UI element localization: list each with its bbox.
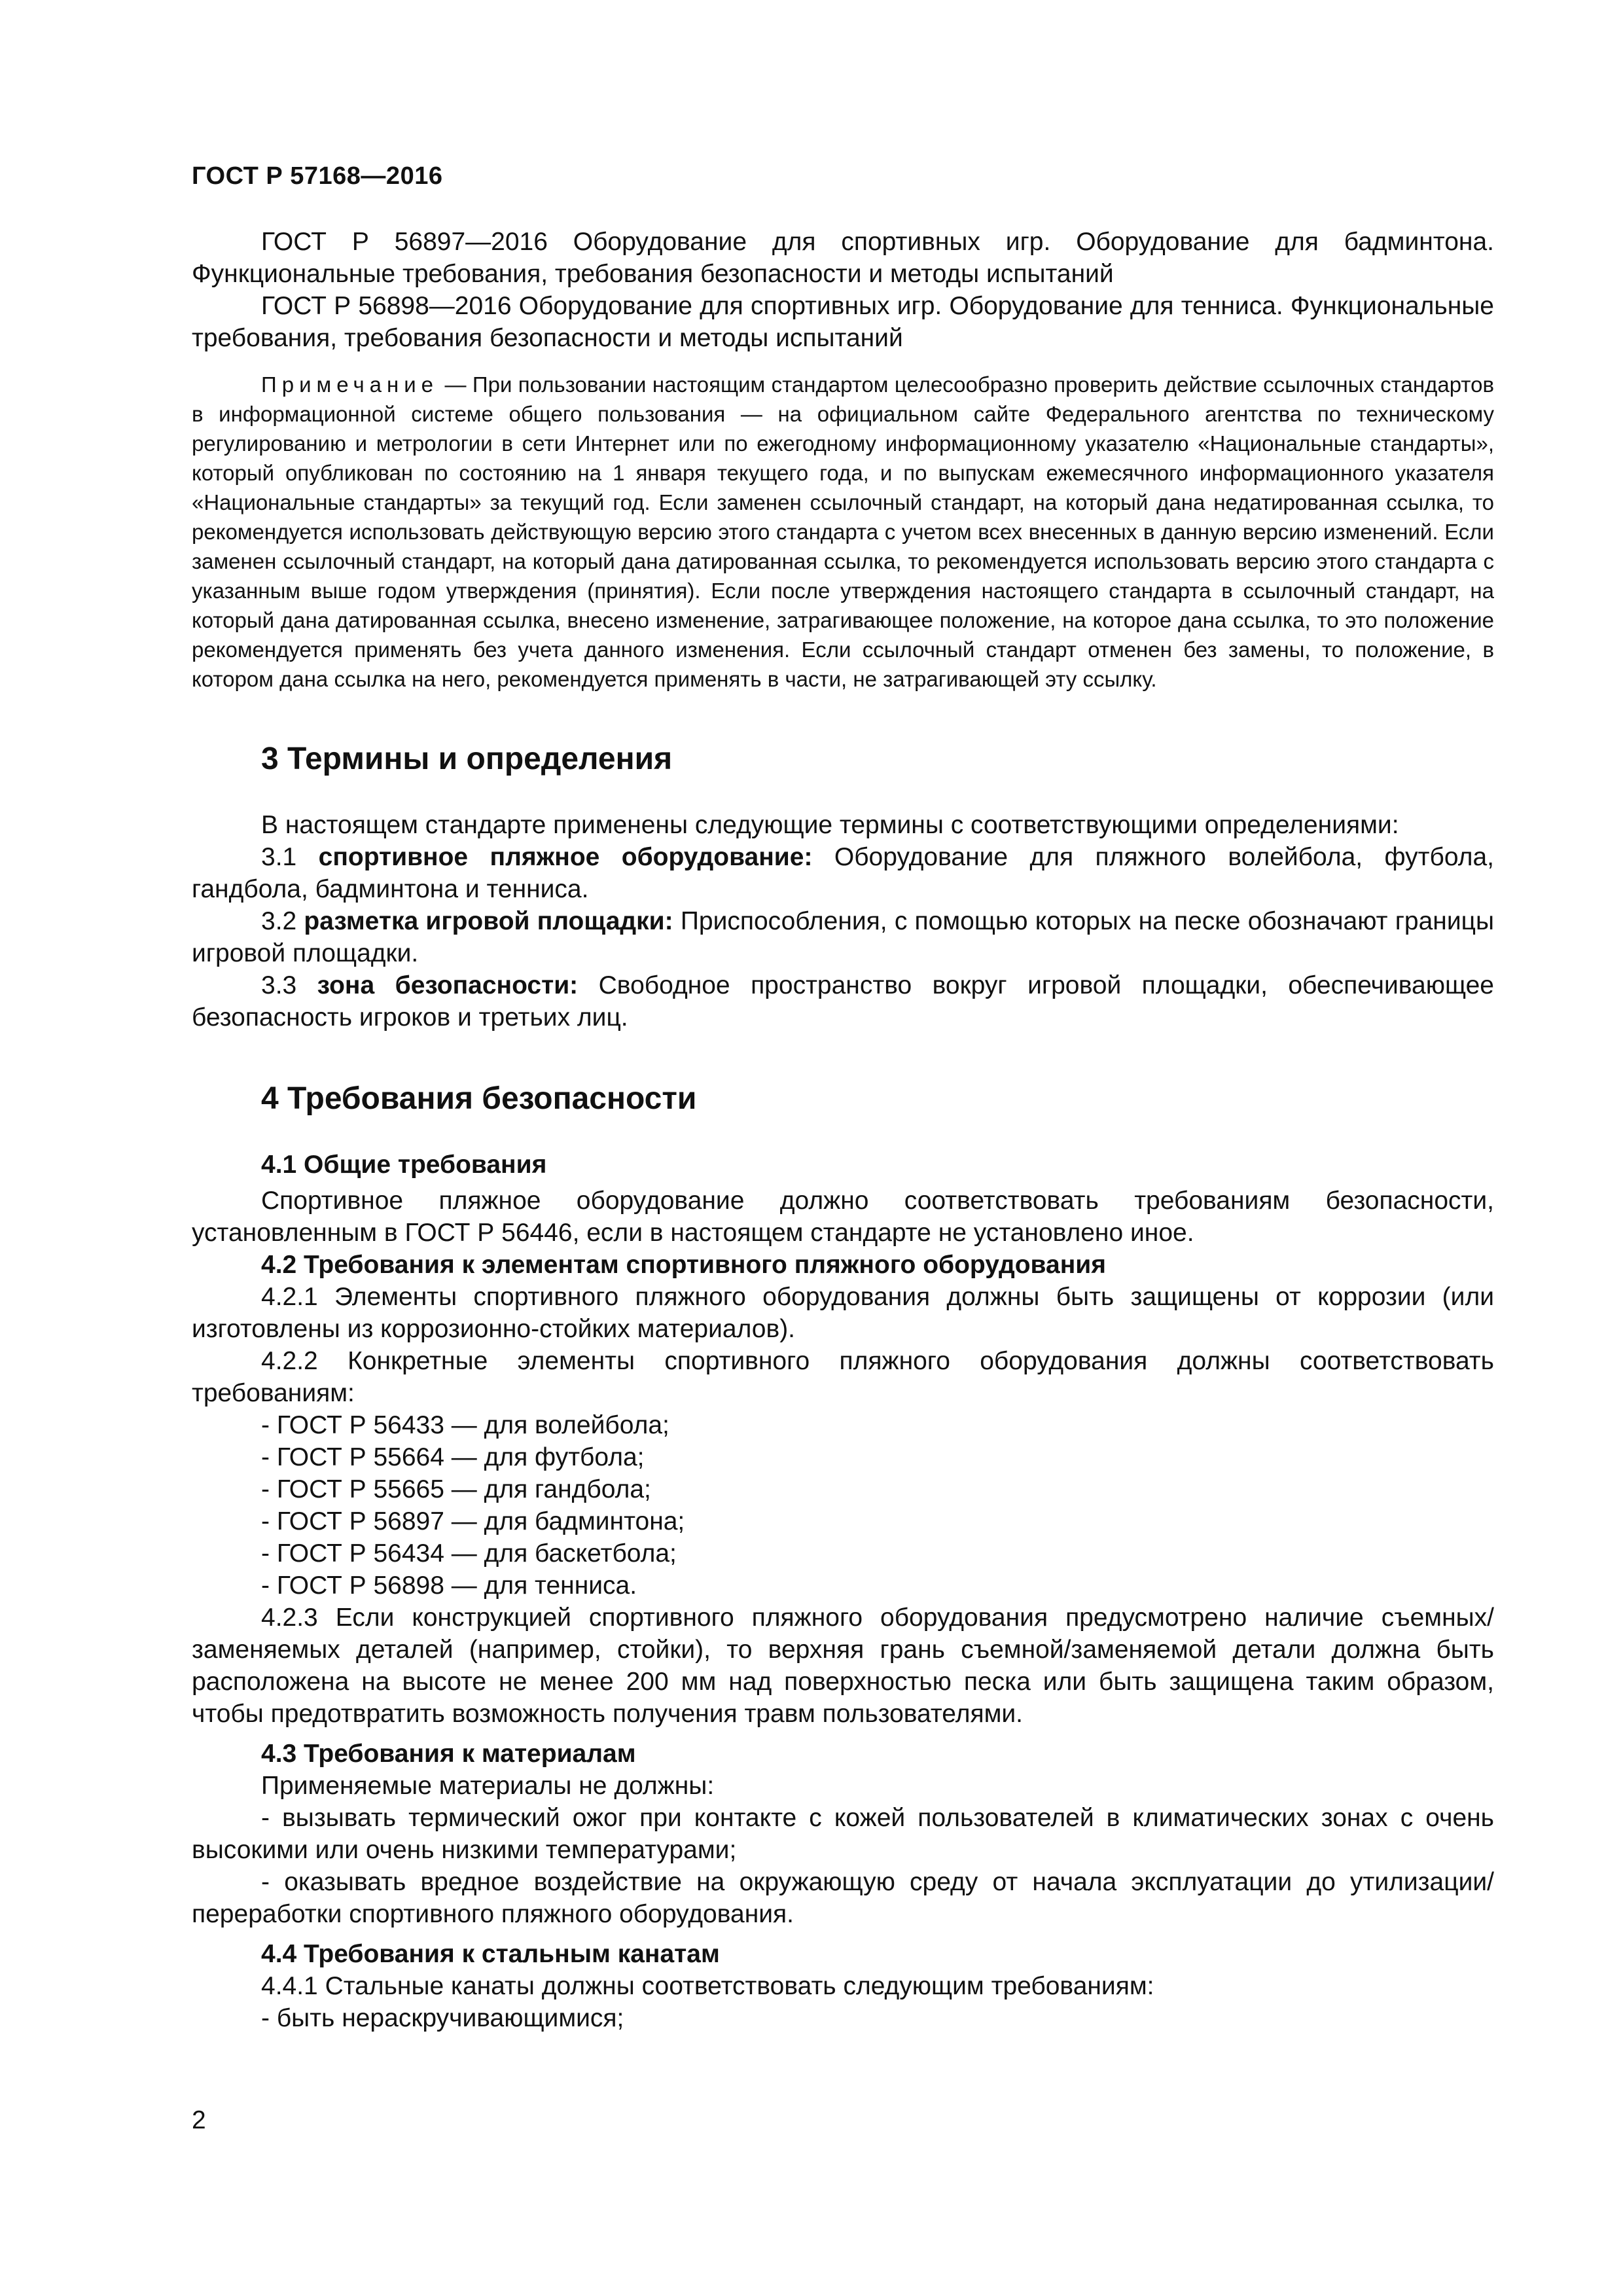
term-number: 3.3 [261,971,317,999]
subsection-4-3-heading: 4.3 Требования к материалам [261,1740,636,1768]
clause-4-4-1: 4.4.1 Стальные канаты должны соответствовать следующим требованиям: [261,1972,1154,2000]
note-paragraph [192,370,1494,694]
subsection-4-1-text: Спортивное пляжное оборудование должно соответствовать требованиям безопасности, установленным в ГОСТ Р 56446, если в настоящем стандарте не установлено иное. [192,1187,1494,1247]
term-definition [192,841,1494,905]
section-3-intro: В настоящем стандарте применены следующие термины с соответствующими определениями: [261,811,1399,839]
page-number: 2 [192,2106,206,2134]
clause-4-2-2: 4.2.2 Конкретные элементы спортивного пляжного оборудования должны соответствовать требованиям: [192,1347,1494,1407]
document-code-header: ГОСТ Р 57168—2016 [192,162,443,190]
list-item: - ГОСТ Р 55664 — для футбола; [261,1443,645,1471]
list-item: - ГОСТ Р 56434 — для баскетбола; [261,1539,677,1568]
term-name: разметка игровой площадки: [304,907,673,935]
term-text: Свободное пространство вокруг игровой площадки, обеспечивающее безопасность игроков и третьих лиц. [192,971,1494,1031]
term-definition [192,969,1494,1033]
list-item: - ГОСТ Р 56433 — для волейбола; [261,1411,669,1439]
note-text: — При пользовании настоящим стандартом целесообразно проверить действие ссылочных стандартов в информационной системе общего пользования — на официальном сайте Федерального агентства по техническому регулированию и метрологии в сети Интернет или по ежегодному информационному указателю «Национальные стандарты», который опубликован по состоянию на 1 января текущего года, и по выпускам ежемесячного информационного указателя «Национальные стандарты» за текущий год. Если заменен ссылочный стандарт, на который дана недатированная ссылка, то рекомендуется использовать действующую версию этого стандарта с учетом всех внесенных в данную версию изменений. Если заменен ссылочный стандарт, на который дана датированная ссылка, то рекомендуется использовать версию этого стандарта с указанным выше годом утверждения (принятия). Если после утверждения настоящего стандарта в ссылочный стандарт, на который дана датированная ссылка, внесено изменение, затрагивающее положение, на которое дана ссылка, то это положение рекомендуется применять без учета данного изменения. Если ссылочный стандарт отменен без замены, то положение, в котором дана ссылка на него, рекомендуется применять в части, не затрагивающей эту ссылку. [192,372,1494,691]
clause-4-2-3: 4.2.3 Если конструкцией спортивного пляжного оборудования предусмотрено наличие съемных/заменяемых деталей (например, стойки), то верхняя грань съемной/заменяемой детали должна быть расположена на высоте не менее 200 мм над поверхностью песка или быть защищена таким образом, чтобы предотвратить возможность получения травм пользователями. [192,1604,1494,1728]
subsection-4-1-heading: 4.1 Общие требования [261,1151,547,1179]
term-number: 3.1 [261,843,319,871]
reference-item: ГОСТ Р 56898—2016 Оборудование для спортивных игр. Оборудование для тенниса. Функциональные требования, требования безопасности и методы испытаний [192,292,1494,352]
clause-4-2-1: 4.2.1 Элементы спортивного пляжного оборудования должны быть защищены от коррозии (или изготовлены из коррозионно-стойких материалов). [192,1283,1494,1343]
document-body [192,226,1494,2034]
list-item: - вызывать термический ожог при контакте с кожей пользователей в климатических зонах с очень высокими или очень низкими температурами; [192,1804,1494,1864]
subsection-4-3-intro: Применяемые материалы не должны: [261,1772,715,1800]
reference-item: ГОСТ Р 56897—2016 Оборудование для спортивных игр. Оборудование для бадминтона. Функциональные требования, требования безопасности и методы испытаний [192,228,1494,288]
term-text: Приспособления, с помощью которых на песке обозначают границы игровой площадки. [192,907,1495,967]
list-item: - ГОСТ Р 56898 — для тенниса. [261,1571,637,1600]
list-item: - оказывать вредное воздействие на окружающую среду от начала эксплуатации до утилизации/переработки спортивного пляжного оборудования. [192,1868,1494,1928]
section-3-heading: 3 Термины и определения [261,742,673,776]
list-item: - ГОСТ Р 56897 — для бадминтона; [261,1507,685,1535]
term-name: зона безопасности: [317,971,579,999]
term-number: 3.2 [261,907,304,935]
list-item: - быть нераскручивающимися; [261,2004,624,2032]
note-label: Примечание [261,372,439,397]
term-name: спортивное пляжное оборудование: [318,843,813,871]
subsection-4-2-heading: 4.2 Требования к элементам спортивного пляжного оборудования [261,1251,1106,1279]
term-definition [192,905,1494,969]
list-item: - ГОСТ Р 55665 — для гандбола; [261,1475,651,1503]
section-4-heading: 4 Требования безопасности [261,1081,697,1116]
term-text: Оборудование для пляжного волейбола, футбола, гандбола, бадминтона и тенниса. [192,843,1494,903]
subsection-4-4-heading: 4.4 Требования к стальным канатам [261,1940,720,1968]
